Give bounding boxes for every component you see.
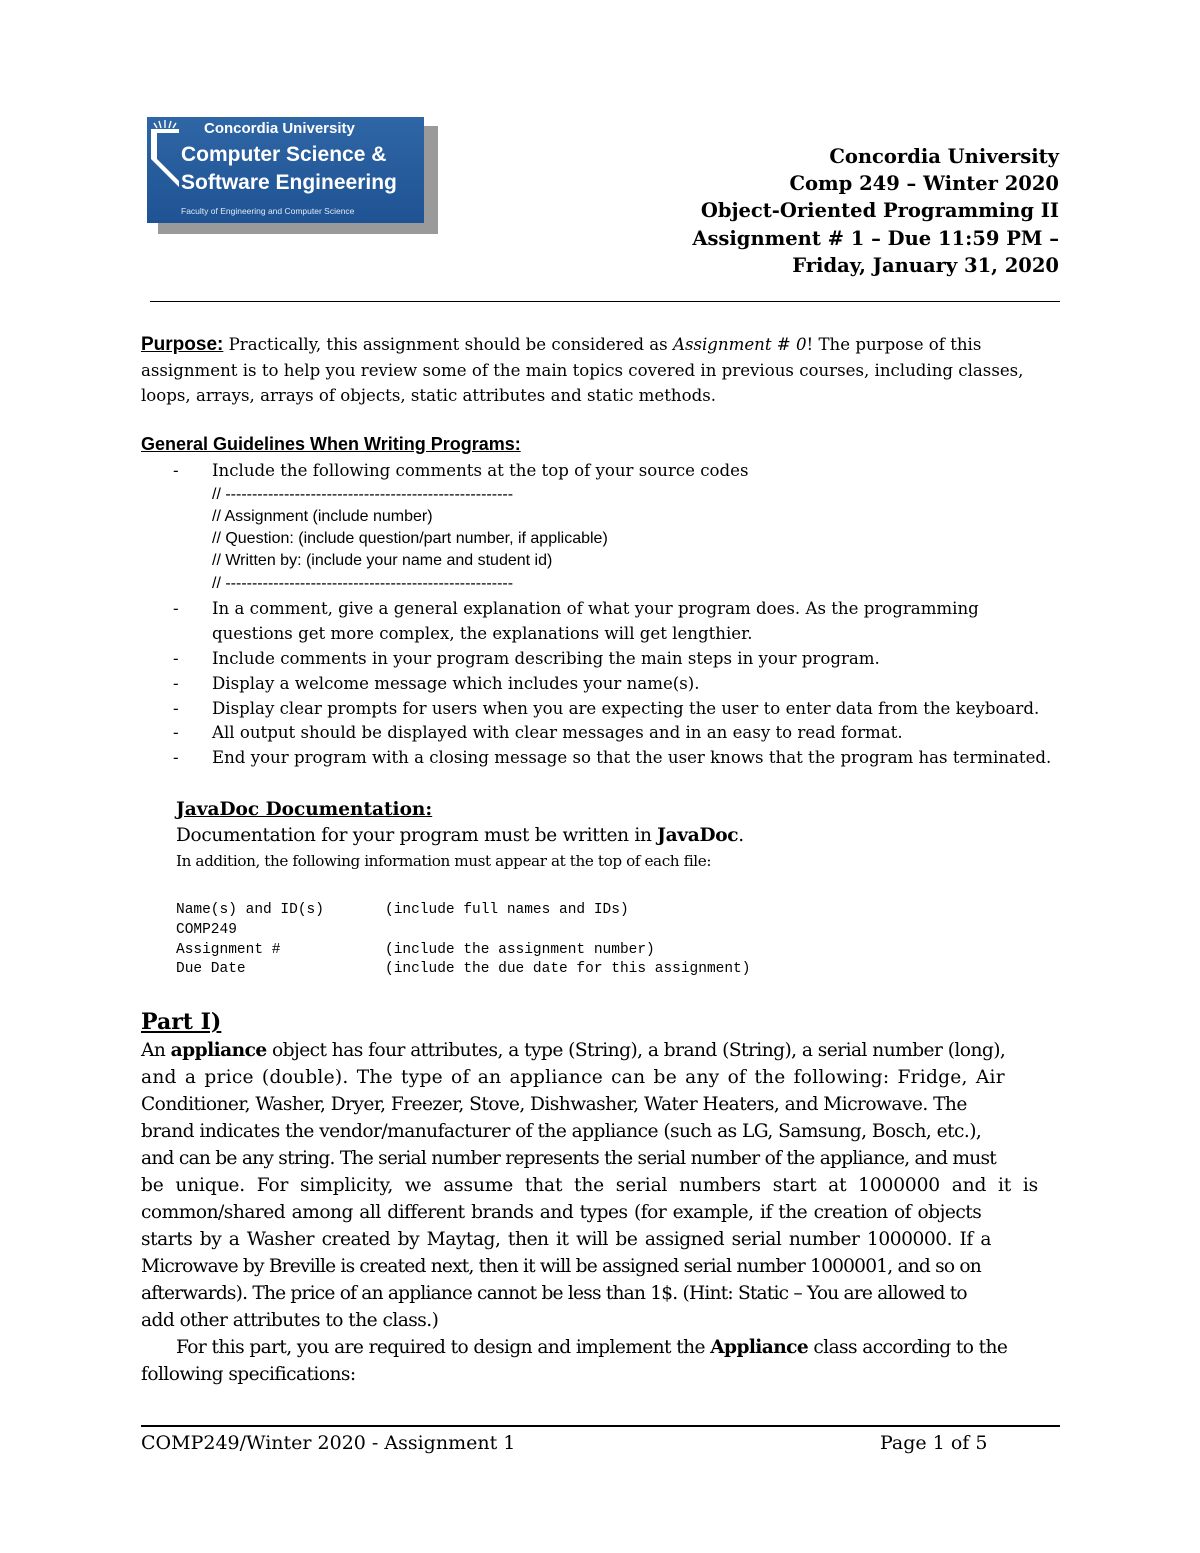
javadoc-text-c: . bbox=[738, 825, 744, 846]
javadoc-text-a: Documentation for your program must be written in bbox=[176, 825, 658, 846]
purpose-label: Purpose: bbox=[141, 334, 224, 355]
header-course: Comp 249 – Winter 2020 bbox=[789, 172, 1059, 196]
javadoc-field-value: (include full names and IDs) bbox=[385, 902, 629, 918]
javadoc-field-value: (include the due date for this assignment) bbox=[385, 961, 751, 977]
javadoc-keyword: JavaDoc bbox=[657, 825, 739, 846]
purpose-emphasis: Assignment # 0 bbox=[672, 335, 807, 354]
part-1-line: following specifications: bbox=[141, 1364, 356, 1385]
bullet-dash: - bbox=[173, 748, 179, 767]
logo-line-2: Software Engineering bbox=[181, 171, 397, 194]
purpose-line-2: assignment is to help you review some of the main topics covered in previous courses, including classes, bbox=[141, 361, 1024, 380]
code-comment-line: // ------------------------------------------------------ bbox=[212, 486, 514, 503]
bullet-dash: - bbox=[173, 649, 179, 668]
header-course-title: Object-Oriented Programming II bbox=[700, 199, 1059, 223]
code-comment-line: // ------------------------------------------------------ bbox=[212, 575, 514, 592]
guideline-item-5: Display clear prompts for users when you are expecting the user to enter data from the keyboard. bbox=[212, 699, 1040, 718]
purpose-line-1 bbox=[141, 332, 981, 358]
header-assignment: Assignment # 1 – Due 11:59 PM – bbox=[692, 226, 1059, 250]
header-due-date: Friday, January 31, 2020 bbox=[792, 253, 1059, 277]
part-1-line: afterwards). The price of an appliance cannot be less than 1$. (Hint: Static – You are allowed to bbox=[141, 1283, 967, 1304]
javadoc-field-key: Name(s) and ID(s) bbox=[176, 902, 324, 918]
javadoc-field-row bbox=[176, 942, 655, 958]
bullet-dash: - bbox=[173, 674, 179, 693]
javadoc-field-key: COMP249 bbox=[176, 922, 237, 938]
logo-faculty: Faculty of Engineering and Computer Science bbox=[181, 206, 355, 216]
part-1-text: An bbox=[141, 1040, 171, 1061]
footer-course: COMP249/Winter 2020 - Assignment 1 bbox=[141, 1432, 516, 1454]
part-1-line: add other attributes to the class.) bbox=[141, 1310, 439, 1331]
bullet-dash: - bbox=[173, 461, 179, 480]
guideline-item-2a: In a comment, give a general explanation of what your program does. As the programming bbox=[212, 599, 979, 618]
guideline-item-6: All output should be displayed with clear messages and in an easy to read format. bbox=[212, 723, 903, 742]
code-comment-line: // Assignment (include number) bbox=[212, 508, 433, 525]
javadoc-line-1 bbox=[176, 825, 744, 846]
concordia-emblem-icon bbox=[149, 119, 181, 189]
javadoc-field-row bbox=[176, 961, 751, 977]
header-rule bbox=[150, 301, 1060, 302]
page-number: Page 1 of 5 bbox=[880, 1432, 988, 1454]
header-university: Concordia University bbox=[829, 145, 1059, 168]
department-logo bbox=[147, 117, 424, 223]
part-1-line: and can be any string. The serial number represents the serial number of the appliance, and must bbox=[141, 1148, 997, 1169]
javadoc-field-value: (include the assignment number) bbox=[385, 942, 655, 958]
course-header bbox=[499, 143, 1059, 279]
purpose-line-3: loops, arrays, arrays of objects, static attributes and static methods. bbox=[141, 386, 716, 405]
guideline-item-2b: questions get more complex, the explanations will get lengthier. bbox=[212, 624, 753, 643]
purpose-text-a: Practically, this assignment should be considered as bbox=[228, 335, 673, 354]
code-comment-line: // Question: (include question/part number, if applicable) bbox=[212, 530, 608, 547]
bullet-dash: - bbox=[173, 699, 179, 718]
guideline-item-3: Include comments in your program describing the main steps in your program. bbox=[212, 649, 880, 668]
part-1-line bbox=[176, 1337, 1059, 1358]
bullet-dash: - bbox=[173, 599, 179, 618]
part-1-line: Conditioner, Washer, Dryer, Freezer, Stove, Dishwasher, Water Heaters, and Microwave. The bbox=[141, 1094, 967, 1115]
bullet-dash: - bbox=[173, 723, 179, 742]
guidelines-heading: General Guidelines When Writing Programs: bbox=[141, 434, 521, 454]
part-1-line: be unique. For simplicity, we assume that the serial numbers start at 1000000 and it is bbox=[141, 1175, 1039, 1196]
javadoc-field-key: Due Date bbox=[176, 961, 246, 977]
part-1-line: brand indicates the vendor/manufacturer of the appliance (such as LG, Samsung, Bosch, etc.), bbox=[141, 1121, 982, 1142]
javadoc-line-2: In addition, the following information must appear at the top of each file: bbox=[176, 852, 712, 870]
guideline-item-7: End your program with a closing message so that the user knows that the program has terminated. bbox=[212, 748, 1052, 767]
appliance-class-keyword: Appliance bbox=[710, 1337, 809, 1358]
javadoc-field-key: Assignment # bbox=[176, 942, 281, 958]
javadoc-heading: JavaDoc Documentation: bbox=[176, 799, 433, 820]
appliance-keyword: appliance bbox=[170, 1040, 267, 1061]
part-1-heading: Part I) bbox=[141, 1009, 222, 1035]
footer-rule bbox=[141, 1425, 1060, 1427]
part-1-line bbox=[141, 1040, 1059, 1061]
part-1-line: starts by a Washer created by Maytag, then it will be assigned serial number 1000000. If a bbox=[141, 1229, 991, 1250]
part-1-line: and a price (double). The type of an appliance can be any of the following: Fridge, Air bbox=[141, 1067, 1005, 1088]
part-1-text: For this part, you are required to design and implement the bbox=[176, 1337, 711, 1358]
javadoc-field-row bbox=[176, 902, 629, 918]
guideline-item-4: Display a welcome message which includes your name(s). bbox=[212, 674, 700, 693]
code-comment-line: // Written by: (include your name and student id) bbox=[212, 552, 553, 569]
guideline-item-1: Include the following comments at the top of your source codes bbox=[212, 461, 749, 480]
part-1-text: object has four attributes, a type (String), a brand (String), a serial number (long), bbox=[266, 1040, 1006, 1061]
part-1-text: class according to the bbox=[808, 1337, 1008, 1358]
logo-university: Concordia University bbox=[204, 120, 355, 137]
part-1-line: Microwave by Breville is created next, then it will be assigned serial number 1000001, and so on bbox=[141, 1256, 981, 1277]
logo-line-1: Computer Science & bbox=[181, 143, 387, 166]
purpose-text-b: ! The purpose of this bbox=[806, 335, 982, 354]
part-1-line: common/shared among all different brands and types (for example, if the creation of objects bbox=[141, 1202, 982, 1223]
javadoc-field-row bbox=[176, 922, 237, 938]
